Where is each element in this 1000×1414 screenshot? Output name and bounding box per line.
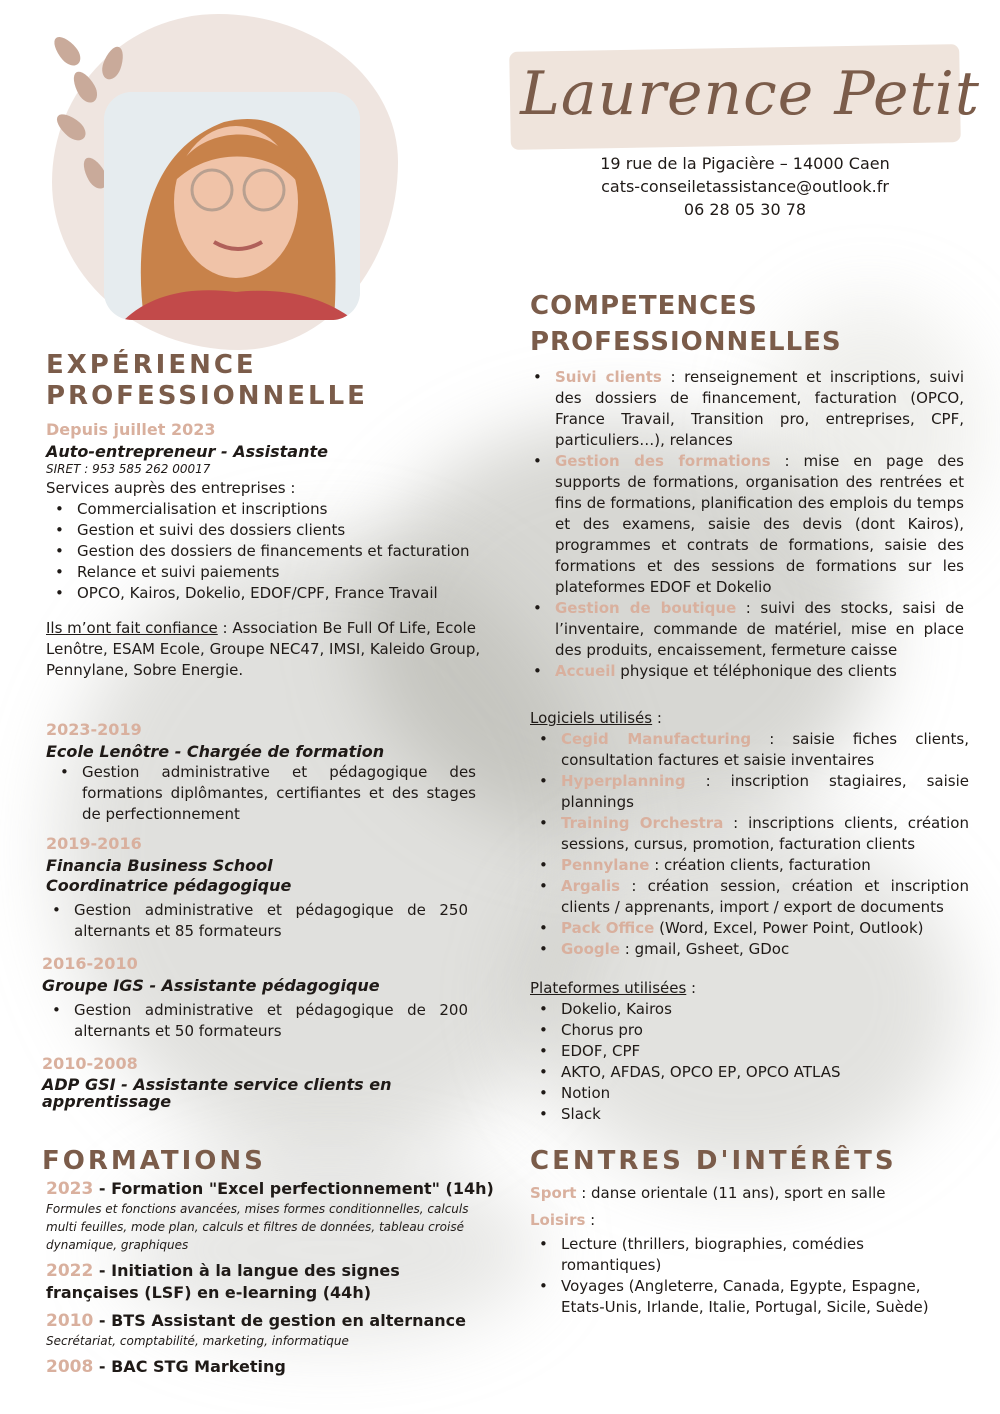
competence-text: : mise en page des supports de formations, organisation des rentrées et fins de formations, planification des emplois du temps et des examens, saisie des devis (dont Kairos), programmes et contrats de formations, saisie des formations et des sessions de formations sur les plateformes EDOF et Dokelio — [555, 452, 964, 596]
list-item: • Notion — [561, 1083, 961, 1104]
list-item — [561, 876, 969, 918]
competence-text: physique et téléphonique des clients — [615, 662, 897, 680]
leisure-key: Loisirs — [530, 1211, 586, 1229]
list-item: • Gestion administrative et pédagogique de 200 alternants et 50 formateurs — [74, 1000, 468, 1042]
software-text: : gmail, Gsheet, GDoc — [619, 940, 790, 958]
experience-heading-line2: PROFESSIONNELLE — [46, 381, 368, 411]
platforms-colon: : — [686, 979, 697, 997]
entry-bullets — [46, 762, 476, 825]
entry-bullets — [46, 499, 486, 604]
list-item — [555, 451, 964, 598]
experience-entry — [46, 420, 486, 681]
entry-role: Coordinatrice pédagogique — [46, 876, 292, 895]
software-text: : inscription stagiaires, saisie plannings — [561, 772, 969, 811]
formation-year: 2022 — [46, 1261, 94, 1281]
experience-heading — [46, 350, 426, 412]
list-item: • Chorus pro — [561, 1020, 961, 1041]
siret: SIRET : 953 585 262 00017 — [46, 462, 211, 476]
entry-intro: Services auprès des entreprises : — [46, 479, 296, 497]
entry-bullets — [46, 900, 468, 942]
email[interactable]: cats-conseiletassistance@outlook.fr — [601, 177, 889, 196]
software-label — [530, 708, 662, 729]
leisure-line — [530, 1210, 960, 1231]
entry-date: 2010-2008 — [42, 1054, 138, 1073]
formation-item — [46, 1260, 496, 1304]
list-item: • Commercialisation et inscriptions — [77, 499, 486, 520]
software-text: (Word, Excel, Power Point, Outlook) — [654, 919, 924, 937]
sport-key: Sport — [530, 1184, 577, 1202]
list-item: • Lecture (thrillers, biographies, comédies romantiques) — [561, 1234, 960, 1276]
experience-entry — [46, 720, 476, 825]
trust-text — [46, 618, 486, 681]
sport-line — [530, 1183, 960, 1204]
software-list — [561, 729, 969, 960]
formation-title: BTS Assistant de gestion en alternance — [111, 1311, 466, 1330]
list-item — [561, 855, 969, 876]
formation-item — [46, 1178, 496, 1200]
formation-sep: - — [93, 1357, 112, 1376]
competence-key: Suivi clients — [555, 368, 662, 386]
address: 19 rue de la Pigacière – 14000 Caen — [600, 154, 890, 173]
entry-role: ADP GSI - Assistante service clients en — [42, 1075, 392, 1094]
software-key: Pennylane — [561, 856, 650, 874]
software-key: Cegid Manufacturing — [561, 730, 752, 748]
entry-date: 2019-2016 — [46, 834, 142, 853]
software-text: : création clients, facturation — [649, 856, 871, 874]
entry-date: 2016-2010 — [42, 954, 138, 973]
software-key: Hyperplanning — [561, 772, 686, 790]
competence-key: Accueil — [555, 662, 616, 680]
competence-text: : renseignement et inscriptions, suivi des dossiers de financement, facturation (OPCO, France Travail, Transition pro, entreprises, CPF, particuliers…), relances — [555, 368, 965, 449]
leisure-colon: : — [585, 1211, 596, 1229]
formation-item — [46, 1356, 496, 1378]
list-item — [555, 367, 964, 451]
software-key: Argalis — [561, 877, 621, 895]
list-item: • Slack — [561, 1104, 961, 1125]
list-item — [561, 771, 969, 813]
experience-entry — [42, 1054, 482, 1110]
profile-photo — [104, 92, 360, 320]
contact-block — [540, 152, 950, 221]
list-item — [561, 813, 969, 855]
person-name: Laurence Petit — [520, 59, 980, 129]
formations-list — [46, 1178, 496, 1378]
software-colon: : — [652, 709, 662, 727]
software-text: : inscriptions clients, création sessions, cursus, promotion, facturation clients — [561, 814, 969, 853]
phone: 06 28 05 30 78 — [683, 200, 807, 219]
entry-date: 2023-2019 — [46, 720, 142, 739]
competence-text: : suivi des stocks, saisi de l’inventaire, commande de matériel, mise en place des produits, encaissement, fermeture caisse — [555, 599, 964, 659]
formation-title: Initiation à la langue des signes françaises (LSF) en e-learning (44h) — [46, 1261, 400, 1302]
software-key: Training Orchestra — [561, 814, 724, 832]
software-text: : saisie fiches clients, consultation factures et saisie inventaires — [561, 730, 969, 769]
entry-role: Financia Business School — [46, 856, 273, 875]
experience-entry — [42, 954, 468, 1042]
software-text: : création session, création et inscription clients / apprenants, import / export de documents — [561, 877, 969, 916]
formation-title: Formation "Excel perfectionnement" (14h) — [111, 1179, 494, 1198]
competences-heading — [530, 288, 842, 360]
list-item: • Voyages (Angleterre, Canada, Egypte, Espagne, Etats-Unis, Irlande, Italie, Portugal, Sicile, Suède) — [561, 1276, 960, 1318]
platforms-list — [561, 999, 961, 1125]
list-item — [561, 939, 969, 960]
formation-year: 2008 — [46, 1357, 94, 1377]
interests-heading: CENTRES D'INTÉRÊTS — [530, 1146, 897, 1176]
formation-year: 2010 — [46, 1311, 94, 1331]
entry-role: Ecole Lenôtre - Chargée de formation — [46, 742, 385, 761]
experience-entry — [46, 834, 468, 942]
platforms-label — [530, 978, 696, 999]
formation-year: 2023 — [46, 1179, 94, 1199]
competences-heading-line2: PROFESSIONNELLES — [530, 327, 842, 357]
list-item: • EDOF, CPF — [561, 1041, 961, 1062]
entry-role: apprentissage — [42, 1092, 172, 1111]
competence-key: Gestion des formations — [555, 452, 771, 470]
software-key: Google — [561, 940, 620, 958]
list-item: • Gestion administrative et pédagogique de 250 alternants et 85 formateurs — [74, 900, 468, 942]
list-item: • Dokelio, Kairos — [561, 999, 961, 1020]
entry-role: Auto-entrepreneur - Assistante — [46, 442, 328, 461]
competence-key: Gestion de boutique — [555, 599, 737, 617]
list-item: • Gestion administrative et pédagogique des formations diplômantes, certifiantes et des stages de perfectionnement — [82, 762, 476, 825]
formation-sep: - — [93, 1311, 112, 1330]
formation-sep: - — [93, 1179, 112, 1198]
leisure-list — [530, 1234, 960, 1318]
interests-block — [530, 1183, 960, 1318]
competences-heading-line1: COMPETENCES — [530, 291, 758, 321]
list-item — [555, 661, 964, 682]
list-item: • AKTO, AFDAS, OPCO EP, OPCO ATLAS — [561, 1062, 961, 1083]
competences-list — [555, 367, 964, 682]
formation-detail: Secrétariat, comptabilité, marketing, informatique — [46, 1334, 349, 1348]
trust-list: : Association Be Full Of Life, Ecole Lenôtre, ESAM Ecole, Groupe NEC47, IMSI, Kaleido Group, Pennylane, Sobre Energie. — [46, 619, 481, 679]
list-item — [561, 918, 969, 939]
formation-detail: Formules et fonctions avancées, mises formes conditionnelles, calculs multi feuilles, mode plan, calculs et filtres de données, tableau croisé dynamique, graphiques — [46, 1202, 469, 1252]
list-item — [555, 598, 964, 661]
entry-role: Groupe IGS - Assistante pédagogique — [42, 976, 380, 995]
experience-heading-line1: EXPÉRIENCE — [46, 350, 257, 380]
list-item: • Gestion des dossiers de financements et facturation — [77, 541, 486, 562]
list-item: • Relance et suivi paiements — [77, 562, 486, 583]
sport-text: : danse orientale (11 ans), sport en salle — [576, 1184, 886, 1202]
software-key: Pack Office — [561, 919, 655, 937]
list-item: • OPCO, Kairos, Dokelio, EDOF/CPF, France Travail — [77, 583, 486, 604]
entry-bullets — [42, 1000, 468, 1042]
formation-item — [46, 1310, 496, 1332]
platforms-label-text: Plateformes utilisées — [530, 979, 687, 997]
entry-date: Depuis juillet 2023 — [46, 420, 216, 439]
list-item: • Gestion et suivi des dossiers clients — [77, 520, 486, 541]
trust-label: Ils m’ont fait confiance — [46, 619, 218, 637]
formations-heading: FORMATIONS — [42, 1146, 266, 1176]
formation-title: BAC STG Marketing — [111, 1357, 286, 1376]
formation-sep: - — [93, 1261, 112, 1280]
software-label-text: Logiciels utilisés — [530, 709, 653, 727]
list-item — [561, 729, 969, 771]
